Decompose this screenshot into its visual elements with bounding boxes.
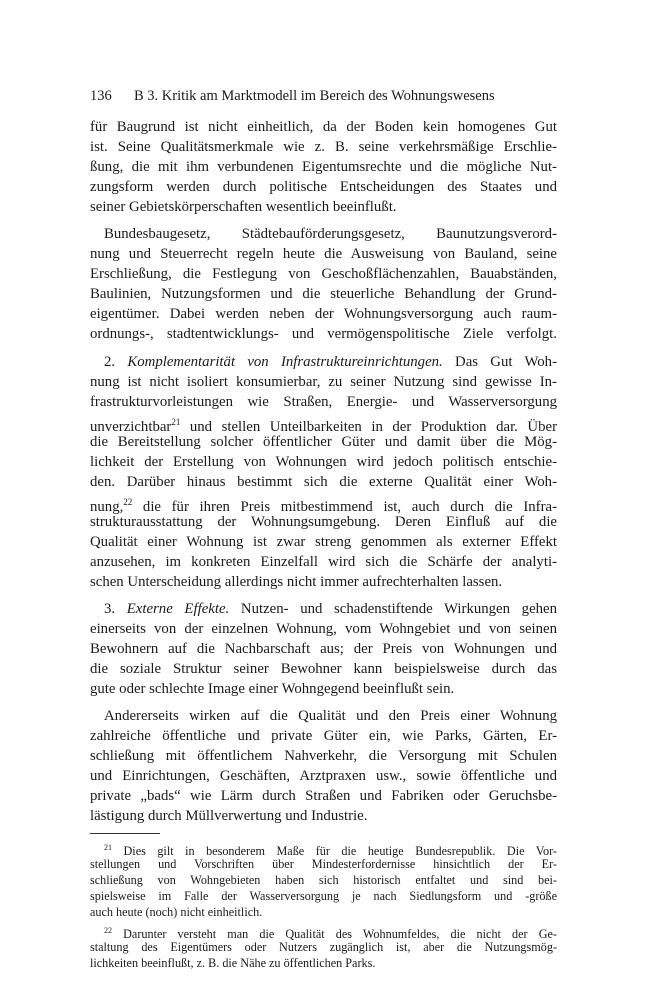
body-line: Erschließung, die Festlegung von Geschoßflächenzahlen, Bauabständen,	[90, 266, 557, 282]
section-number: 3.	[104, 601, 127, 617]
footnote-rule	[90, 833, 160, 834]
footnote-ref: 22	[123, 497, 133, 507]
body-line: und Einrichtungen, Geschäften, Arztpraxen usw., sowie öffentliche und	[90, 768, 557, 784]
body-line: lästigung durch Müllverwertung und Industrie.	[90, 808, 368, 824]
body-line: 2. Komplementarität von Infrastruktureinrichtungen. Das Gut Woh-	[104, 354, 557, 370]
footnote-mark: 21	[104, 843, 112, 852]
body-line: für Baugrund ist nicht einheitlich, da der Boden kein homogenes Gut	[90, 119, 557, 135]
body-line: Bewohnern auf die Nachbarschaft aus; der Preis von Wohnungen und	[90, 641, 557, 657]
body-line: eigentümer. Dabei werden neben der Wohnungsversorgung auch raum-	[90, 306, 557, 322]
body-line: Bundesbaugesetz, Städtebauförderungsgesetz, Baunutzungsverord-	[104, 226, 557, 242]
page-number: 136	[90, 88, 112, 104]
section-heading: Komplementarität von Infrastruktureinrichtungen.	[127, 354, 443, 370]
footnote-line: spielsweise im Falle der Wasserversorgung je nach Siedlungsform und -größe	[90, 889, 557, 903]
body-line: nung und Steuerrecht regeln heute die Ausweisung von Bauland, seine	[90, 246, 557, 262]
body-line: strukturausstattung der Wohnungsumgebung. Deren Einfluß auf die	[90, 514, 557, 530]
body-line: zungsform werden durch politische Entscheidungen des Staates und	[90, 179, 557, 195]
footnote-line: staltung des Eigentümers oder Nutzers zugänglich ist, aber die Nutzungsmög-	[90, 940, 557, 954]
running-title: B 3. Kritik am Marktmodell im Bereich des Wohnungswesens	[134, 88, 495, 104]
body-line: unverzichtbar$^{21}$ und stellen Unteilbarkeiten in der Produktion dar. Über	[90, 417, 557, 435]
body-line: anzusehen, im konkreten Einzelfall wird sich die Schärfe der analyti-	[90, 554, 557, 570]
footnote-ref: 21	[171, 417, 181, 427]
footnote-line: lichkeiten beeinflußt, z. B. die Nähe zu öffentlichen Parks.	[90, 956, 376, 970]
footnote-line: $^{22}$ Darunter versteht man die Qualität des Wohnumfeldes, die nicht der Ge-	[104, 926, 557, 942]
body-line: ist. Seine Qualitätsmerkmale wie z. B. seine verkehrsmäßige Erschlie-	[90, 139, 557, 155]
body-line: die Bereitstellung solcher öffentlicher Güter und damit über die Mög-	[90, 434, 557, 450]
body-line: Qualität einer Wohnung ist zwar streng genommen als externer Effekt	[90, 534, 557, 550]
body-line: ßung, die mit ihm verbundenen Eigentumsrechte und die mögliche Nut-	[90, 159, 557, 175]
body-line: gute oder schlechte Image einer Wohngegend beeinflußt sein.	[90, 681, 455, 697]
body-line: Baulinien, Nutzungsformen und die steuerliche Behandlung der Grund-	[90, 286, 557, 302]
body-line: einerseits von der einzelnen Wohnung, vom Wohngebiet und von seinen	[90, 621, 557, 637]
body-line: die soziale Struktur seiner Bewohner kann beispielsweise durch das	[90, 661, 557, 677]
body-line: schließung mit öffentlichem Nahverkehr, die Versorgung mit Schulen	[90, 748, 557, 764]
footnote-line: schließung von Wohngebieten haben sich historisch entfaltet und sind bei-	[90, 873, 557, 887]
body-line: lichkeit der Erstellung von Wohnungen wird jedoch politisch entschie-	[90, 454, 557, 470]
section-heading: Externe Effekte.	[126, 601, 230, 617]
section-number: 2.	[104, 354, 128, 370]
body-line: nung ist nicht isoliert konsumierbar, zu seiner Nutzung sind gewisse In-	[90, 374, 557, 390]
body-line: private „bads“ wie Lärm durch Straßen und Fabriken oder Geruchsbe-	[90, 788, 557, 804]
body-line: frastrukturvorleistungen wie Straßen, Energie- und Wasserversorgung	[90, 394, 557, 410]
footnote-line: $^{21}$ Dies gilt in besonderem Maße für die heutige Bundesrepublik. Die Vor-	[104, 843, 557, 859]
footnote-line: auch heute (noch) nicht einheitlich.	[90, 905, 263, 919]
body-line: zahlreiche öffentliche und private Güter ein, wie Parks, Gärten, Er-	[90, 728, 557, 744]
body-line: nung,$^{22}$ die für ihren Preis mitbestimmend ist, auch durch die Infra-	[90, 497, 557, 515]
footnote-mark: 22	[104, 926, 112, 935]
body-line: Andererseits wirken auf die Qualität und den Preis einer Wohnung	[104, 708, 557, 724]
body-line: ordnungs-, stadtentwicklungs- und vermögenspolitische Ziele verfolgt.	[90, 326, 557, 342]
body-line: schen Unterscheidung allerdings nicht immer aufrechterhalten lassen.	[90, 574, 503, 590]
footnote-line: stellungen und Vorschriften über Mindesterfordernisse hinsichtlich der Er-	[90, 857, 557, 871]
running-header	[90, 88, 495, 105]
body-line: seiner Gebietskörperschaften wesentlich beeinflußt.	[90, 199, 397, 215]
body-line: 3. Externe Effekte. Nutzen- und schadenstiftende Wirkungen gehen	[104, 601, 558, 617]
body-line: den. Darüber hinaus bestimmt sich die externe Qualität einer Woh-	[90, 474, 557, 490]
